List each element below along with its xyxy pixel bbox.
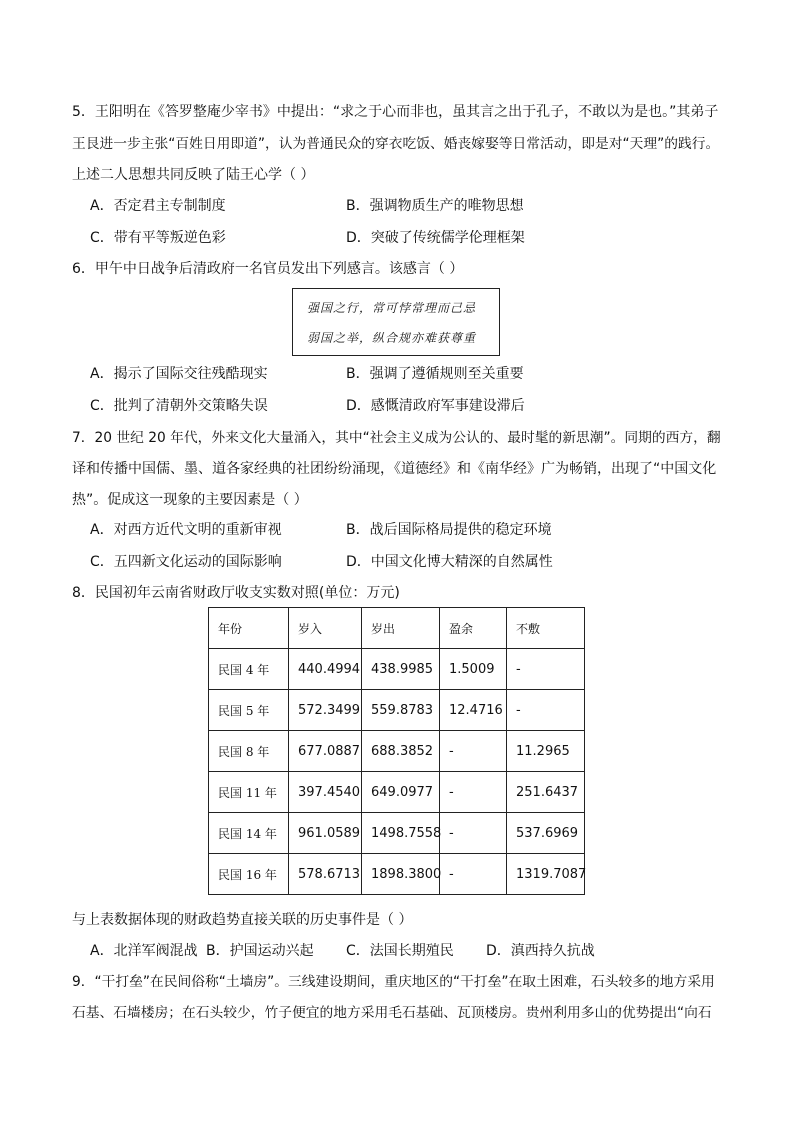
- q6-quote-line-1: 强国之行，常可悖常理而己忌: [307, 301, 477, 315]
- q6-quote-box: [292, 288, 500, 356]
- q6-option-a[interactable]: A．揭示了国际交往残酷现实: [90, 366, 268, 382]
- cell-expenditure: 688.3852: [362, 731, 440, 772]
- header-deficit: 不敷: [507, 608, 585, 649]
- table-header-row: [209, 608, 585, 649]
- cell-year: 民国 14 年: [209, 813, 289, 854]
- cell-revenue: 397.4540: [289, 772, 362, 813]
- q5-stem-line-3: 上述二人思想共同反映了陆王心学（ ）: [72, 167, 315, 183]
- cell-year: 民国 5 年: [209, 690, 289, 731]
- cell-expenditure: 1898.3800: [362, 854, 440, 895]
- q5-stem-line-1: 5．王阳明在《答罗整庵少宰书》中提出：“求之于心而非也，虽其言之出于孔子，不敢以为是也。”其弟子: [72, 104, 719, 120]
- cell-year: 民国 11 年: [209, 772, 289, 813]
- cell-revenue: 961.0589: [289, 813, 362, 854]
- q8-question: 与上表数据体现的财政趋势直接关联的历史事件是（ ）: [72, 912, 413, 928]
- header-surplus: 盈余: [440, 608, 507, 649]
- cell-surplus: -: [440, 854, 507, 895]
- q7-option-a[interactable]: A．对西方近代文明的重新审视: [90, 522, 282, 538]
- q7-stem-line-3: 热”。促成这一现象的主要因素是（ ）: [72, 492, 308, 508]
- q5-option-c[interactable]: C．带有平等叛逆色彩: [90, 230, 226, 246]
- cell-surplus: 1.5009: [440, 649, 507, 690]
- table-row: [209, 731, 585, 772]
- q9-stem-line-1: 9．“干打垒”在民间俗称“土墙房”。三线建设期间，重庆地区的“干打垒”在取土困难，石头较多的地方采用: [72, 974, 715, 990]
- cell-deficit: 251.6437: [507, 772, 585, 813]
- q6-option-c[interactable]: C．批判了清朝外交策略失误: [90, 398, 268, 414]
- q5-stem-line-2: 王艮进一步主张“百姓日用即道”，认为普通民众的穿衣吃饭、婚丧嫁娶等日常活动，即是对“天理”的践行。: [72, 136, 720, 152]
- cell-deficit: -: [507, 690, 585, 731]
- cell-expenditure: 649.0977: [362, 772, 440, 813]
- cell-surplus: -: [440, 813, 507, 854]
- q8-stem: 8．民国初年云南省财政厅收支实数对照(单位：万元): [72, 585, 400, 601]
- finance-table: [208, 607, 585, 895]
- q8-option-d[interactable]: D．滇西持久抗战: [486, 943, 595, 959]
- cell-surplus: 12.4716: [440, 690, 507, 731]
- cell-surplus: -: [440, 772, 507, 813]
- q6-option-b[interactable]: B．强调了遵循规则至关重要: [346, 366, 524, 382]
- q7-option-d[interactable]: D．中国文化博大精深的自然属性: [346, 554, 553, 570]
- cell-expenditure: 438.9985: [362, 649, 440, 690]
- q9-stem-line-2: 石基、石墙楼房；在石头较少，竹子便宜的地方采用毛石基础、瓦顶楼房。贵州利用多山的优势提出“向石: [72, 1005, 712, 1021]
- q8-option-c[interactable]: C．法国长期殖民: [346, 943, 454, 959]
- cell-revenue: 677.0887: [289, 731, 362, 772]
- q7-option-b[interactable]: B．战后国际格局提供的稳定环境: [346, 522, 552, 538]
- cell-revenue: 440.4994: [289, 649, 362, 690]
- header-expenditure: 岁出: [362, 608, 440, 649]
- header-year: 年份: [209, 608, 289, 649]
- q5-option-a[interactable]: A．否定君主专制制度: [90, 198, 226, 214]
- q6-option-d[interactable]: D．感慨清政府军事建设滞后: [346, 398, 525, 414]
- cell-year: 民国 8 年: [209, 731, 289, 772]
- cell-deficit: 537.6969: [507, 813, 585, 854]
- cell-revenue: 572.3499: [289, 690, 362, 731]
- cell-expenditure: 559.8783: [362, 690, 440, 731]
- cell-deficit: 11.2965: [507, 731, 585, 772]
- cell-expenditure: 1498.7558: [362, 813, 440, 854]
- table-row: [209, 813, 585, 854]
- table-row: [209, 854, 585, 895]
- q6-quote-line-2: 弱国之举，纵合规亦难获尊重: [307, 331, 477, 345]
- header-revenue: 岁入: [289, 608, 362, 649]
- q7-stem-line-2: 译和传播中国儒、墨、道各家经典的社团纷纷涌现，《道德经》和《南华经》广为畅销，出现了“中国文化: [72, 461, 717, 477]
- q5-option-b[interactable]: B．强调物质生产的唯物思想: [346, 198, 524, 214]
- q5-option-d[interactable]: D．突破了传统儒学伦理框架: [346, 230, 525, 246]
- table-row: [209, 649, 585, 690]
- cell-year: 民国 16 年: [209, 854, 289, 895]
- cell-revenue: 578.6713: [289, 854, 362, 895]
- q8-option-b[interactable]: B．护国运动兴起: [206, 943, 314, 959]
- table-row: [209, 690, 585, 731]
- cell-surplus: -: [440, 731, 507, 772]
- q7-option-c[interactable]: C．五四新文化运动的国际影响: [90, 554, 282, 570]
- q6-stem: 6．甲午中日战争后清政府一名官员发出下列感言。该感言（ ）: [72, 261, 464, 277]
- table-row: [209, 772, 585, 813]
- cell-deficit: 1319.7087: [507, 854, 585, 895]
- q8-option-a[interactable]: A．北洋军阀混战: [90, 943, 198, 959]
- q7-stem-line-1: 7．20 世纪 20 年代，外来文化大量涌入，其中“社会主义成为公认的、最时髦的新思潮”。同期的西方，翻: [72, 430, 721, 446]
- cell-year: 民国 4 年: [209, 649, 289, 690]
- cell-deficit: -: [507, 649, 585, 690]
